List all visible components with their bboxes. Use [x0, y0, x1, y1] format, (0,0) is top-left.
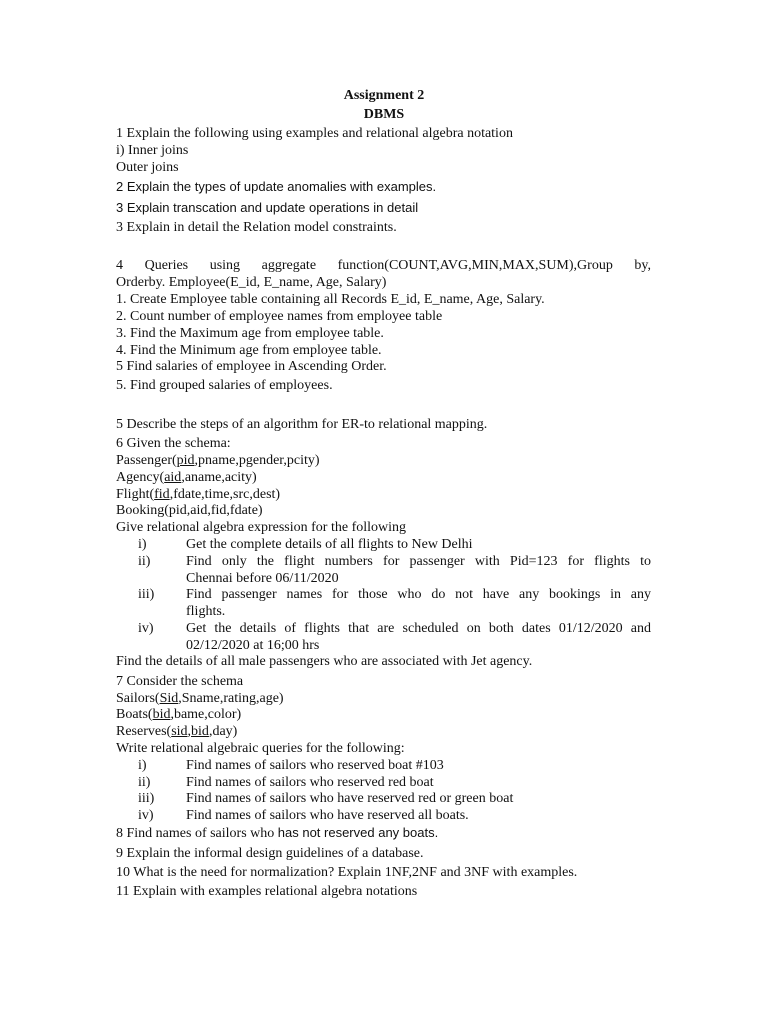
primary-key: bid	[191, 724, 209, 739]
question-3b: 3 Explain in detail the Relation model constraints.	[116, 220, 397, 235]
schema-passenger: Passenger(pid,pname,pgender,pcity)	[116, 453, 320, 468]
question-4-item: 1. Create Employee table containing all Records E_id, E_name, Age, Salary.	[116, 292, 545, 307]
primary-key: Sid	[159, 691, 179, 706]
question-6-lead: Give relational algebra expression for the following	[116, 520, 407, 535]
question-7-intro: 7 Consider the schema	[116, 674, 244, 689]
primary-key: aid	[164, 470, 182, 485]
primary-key: fid	[154, 487, 170, 502]
schema-boats: Boats(bid,bame,color)	[116, 707, 242, 722]
assignment-title: Assignment 2	[343, 88, 425, 103]
question-4-intro-line2: Orderby. Employee(E_id, E_name, Age, Salary)	[116, 275, 387, 290]
question-5: 5 Describe the steps of an algorithm for ER-to relational mapping.	[116, 417, 488, 432]
question-1: 1 Explain the following using examples and relational algebra notation	[116, 126, 513, 141]
primary-key: bid	[152, 707, 171, 722]
question-11: 11 Explain with examples relational algebra notations	[116, 884, 418, 899]
question-6-intro: 6 Given the schema:	[116, 436, 231, 451]
question-1-part-a: i) Inner joins	[116, 143, 189, 158]
schema-booking: Booking(pid,aid,fid,fdate)	[116, 503, 263, 518]
question-4-item: 2. Count number of employee names from employee table	[116, 309, 443, 324]
question-9: 9 Explain the informal design guidelines of a database.	[116, 846, 424, 861]
question-2: 2 Explain the types of update anomalies with examples.	[116, 179, 437, 194]
question-4-item: 4. Find the Minimum age from employee table.	[116, 343, 382, 358]
question-6-tail: Find the details of all male passengers who are associated with Jet agency.	[116, 654, 533, 669]
schema-reserves: Reserves(sid,bid,day)	[116, 724, 238, 739]
question-4-item: 3. Find the Maximum age from employee table.	[116, 326, 384, 341]
question-4-intro-line1: 4 Queries using aggregate function(COUNT,AVG,MIN,MAX,SUM),Group by,	[116, 258, 651, 273]
question-3a: 3 Explain transcation and update operations in detail	[116, 200, 419, 215]
schema-flight: Flight(fid,fdate,time,src,dest)	[116, 487, 281, 502]
primary-key: sid	[171, 724, 188, 739]
question-4-item: 5 Find salaries of employee in Ascending Order.	[116, 359, 387, 374]
question-8: 8 Find names of sailors who has not reserved any boats.	[116, 825, 439, 841]
question-10: 10 What is the need for normalization? Explain 1NF,2NF and 3NF with examples.	[116, 865, 578, 880]
schema-sailors: Sailors(Sid,Sname,rating,age)	[116, 691, 284, 706]
subject-title: DBMS	[363, 107, 405, 122]
document-page: Assignment 2 DBMS 1 Explain the following using examples and relational algebra notation i) Inner joins Outer joins 2 Explain the types of update anomalies with examples. 3 Explain transcation and update operations in detail 3 Explain in detail the Relation model constraints. 4 Queries using aggregate function(COUNT,AVG,MIN,MAX,SUM),Group by, Orderby. Employee(E_id, E_name, Age, Salary) 1. Create Employee table containing all Records E_id, E_name, Age, Salary. 2. Count number of employee names from employee table 3. Find the Maximum age from employee table. 4. Find the Minimum age from employee table. 5 Find salaries of employee in Ascending Order. 5. Find grouped salaries of employees. 5 Describe the steps of an algorithm for ER-to relational mapping. 6 Given the schema: Passenger(pid,pname,pgender,pcity) Agency(aid,aname,acity) Flight(fid,fdate,time,src,dest) Booking(pid,aid,fid,fdate) Give relational algebra expression for the following i) Get the complete details of all flights to New Delhi ii) Find only the flight numbers for passenger with Pid=123 for flights to Chennai before 06/11/2020 iii) Find passenger names for those who do not have any bookings in any flights. iv) Get the details of flights that are scheduled on both dates 01/12/2020 and 02/12/2020 at 16;00 hrs Find the details of all male passengers who are associated with Jet agency. 7 Consider the schema Sailors(Sid,Sname,rating,age) Boats(bid,bame,color) Reserves(sid,bid,day) Write relational algebraic queries for the following: i) Find names of sailors who reserved boat #103 ii) Find names of sailors who reserved red boat iii) Find names of sailors who have reserved red or green boat iv) Find names of sailors who have reserved all boats. 8 Find names of sailors who has not reserved any boats. 9 Explain the informal design guidelines of a database. 10 What is the need for normalization? Explain 1NF,2NF and 3NF with examples. 11 Explain with examples relational algebra notations	[0, 0, 768, 1024]
question-4-item: 5. Find grouped salaries of employees.	[116, 378, 333, 393]
question-7-lead: Write relational algebraic queries for the following:	[116, 741, 405, 756]
schema-agency: Agency(aid,aname,acity)	[116, 470, 257, 485]
primary-key: pid	[176, 453, 195, 468]
question-1-part-b: Outer joins	[116, 160, 179, 175]
